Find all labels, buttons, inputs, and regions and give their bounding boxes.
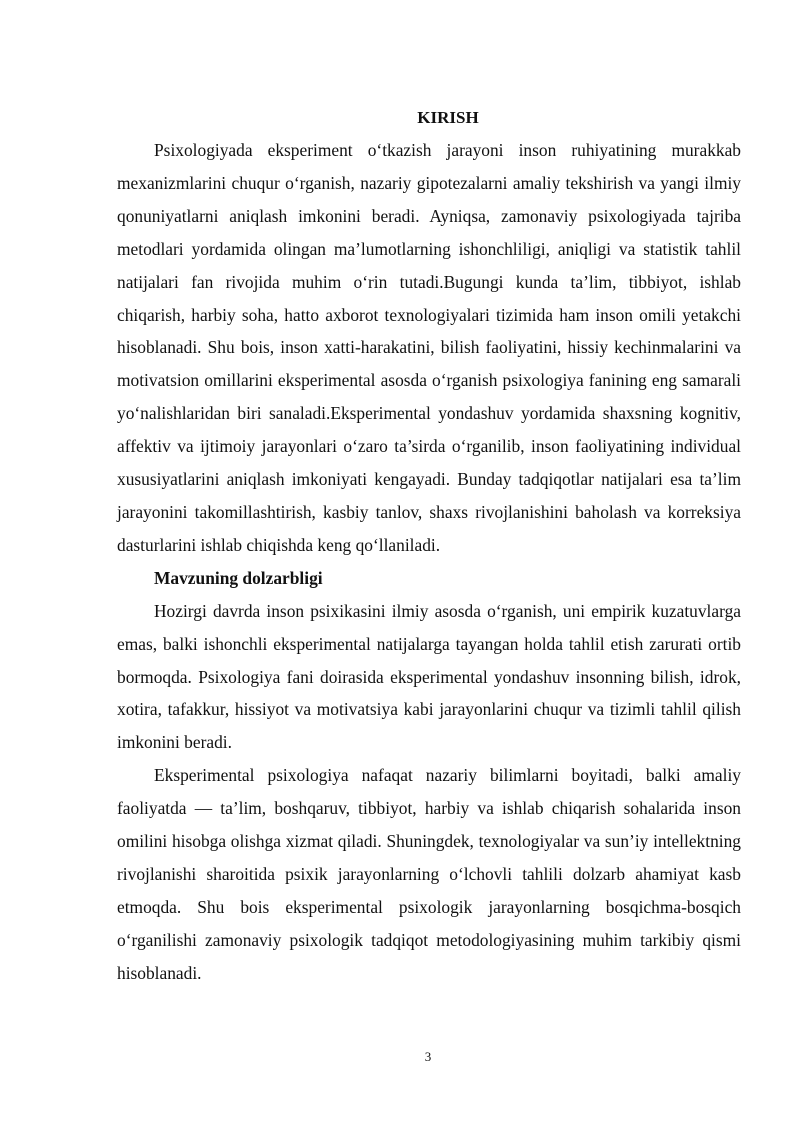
section-paragraph-2: Eksperimental psixologiya nafaqat nazariy bilimlarni boyitadi, balki amaliy faoliyatda — ta’lim, boshqaruv, tibbiyot, harbiy va ishlab chiqarish sohalarida inson omilini hisobga olishga xizmat qiladi. Shuningdek, texnologiyalar va sun’iy intellektning rivojlanishi sharoitida psixik jarayonlarning o‘lchovli tahlili dolzarb ahamiyat kasb etmoqda. Shu bois eksperimental psixologik jarayonlarning bosqichma-bosqich o‘rganilishi zamonaviy psixologik tadqiqot metodologiyasining muhim tarkibiy qismi hisoblanadi.	[117, 765, 741, 983]
page-title: KIRISH	[417, 108, 479, 127]
section-heading: Mavzuning dolzarbligi	[154, 567, 323, 588]
section-paragraph-1: Hozirgi davrda inson psixikasini ilmiy asosda o‘rganish, uni empirik kuzatuvlarga emas, balki ishonchli eksperimental natijalarga tayangan holda tahlil etish zarurati ortib bormoqda. Psixologiya fani doirasida eksperimental yondashuv insonning bilish, idrok, xotira, tafakkur, hissiyot va motivatsiya kabi jarayonlarini chuqur va tizimli tahlil qilish imkonini beradi.	[117, 600, 741, 753]
intro-paragraph: Psixologiyada eksperiment o‘tkazish jarayoni inson ruhiyatining murakkab mexanizmlarini chuqur o‘rganish, nazariy gipotezalarni amaliy tekshirish va yangi ilmiy qonuniyatlarni aniqlash imkonini beradi. Ayniqsa, zamonaviy psixologiyada tajriba metodlari yordamida olingan ma’lumotlarning ishonchliligi, aniqligi va statistik tahlil natijalari fan rivojida muhim o‘rin tutadi.Bugungi kunda ta’lim, tibbiyot, ishlab chiqarish, harbiy soha, hatto axborot texnologiyalari tizimida ham inson omili yetakchi hisoblanadi. Shu bois, inson xatti-harakatini, bilish faoliyatini, hissiy kechinmalarini va motivatsion omillarini eksperimental asosda o‘rganish psixologiya fanining eng samarali yo‘nalishlaridan biri sanaladi.Eksperimental yondashuv yordamida shaxsning kognitiv, affektiv va ijtimoiy jarayonlari o‘zaro ta’sirda o‘rganilib, inson faoliyatining individual xususiyatlarini aniqlash imkoniyati kengayadi. Bunday tadqiqotlar natijalari esa ta’lim jarayonini takomillashtirish, kasbiy tanlov, shaxs rivojlanishini baholash va korreksiya dasturlarini ishlab chiqishda keng qo‘llaniladi.	[117, 140, 741, 555]
document-body	[117, 134, 741, 990]
page-number: 3	[424, 1049, 432, 1064]
